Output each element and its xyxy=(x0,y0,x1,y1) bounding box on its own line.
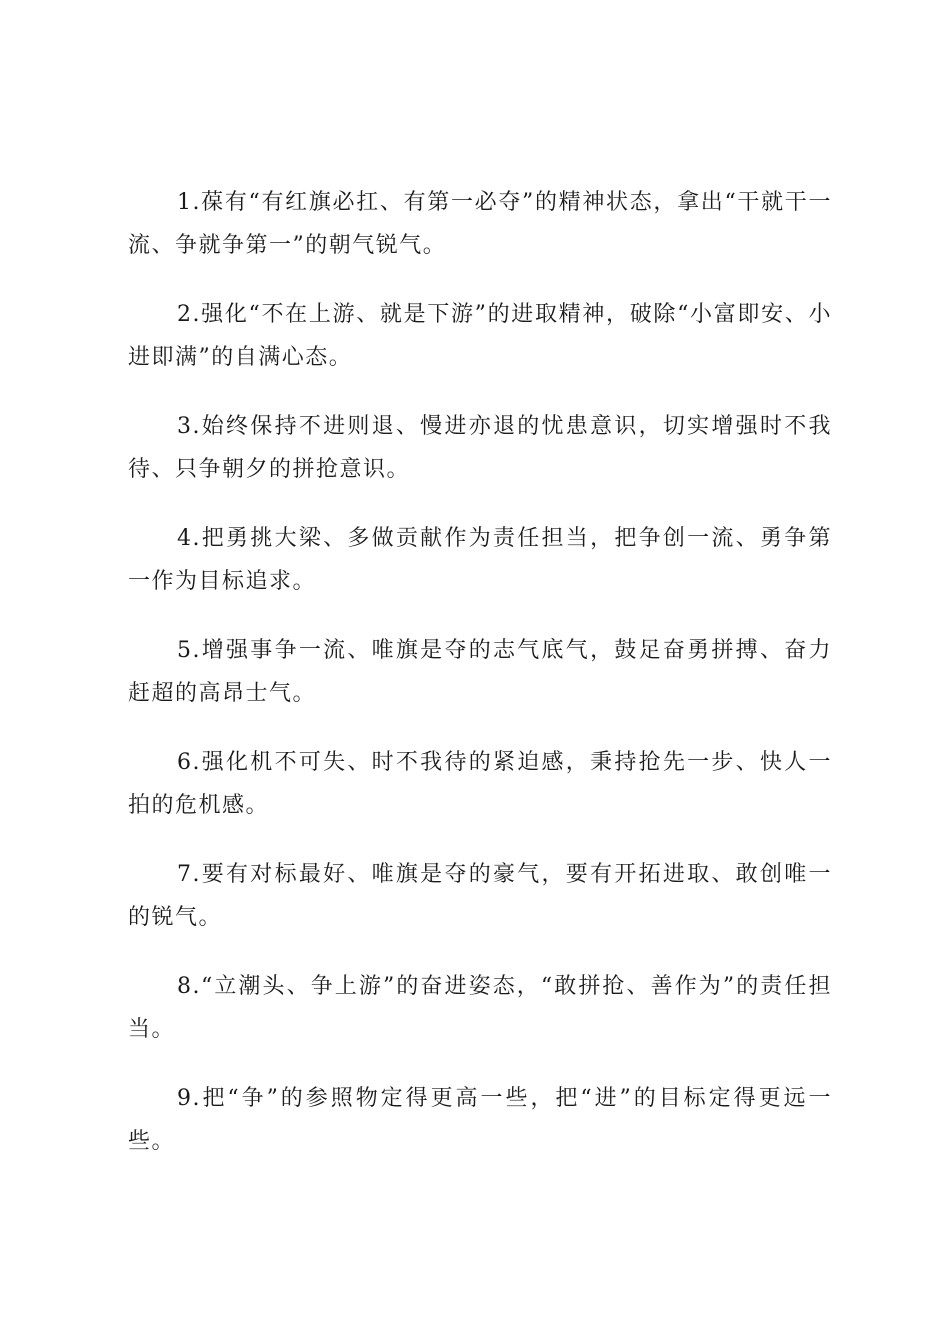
list-item-4: 4.把勇挑大梁、多做贡献作为责任担当，把争创一流、勇争第一作为目标追求。 xyxy=(128,526,832,594)
document-body xyxy=(128,181,832,1189)
list-item-9: 9.把“争”的参照物定得更高一些，把“进”的目标定得更远一些。 xyxy=(128,1086,832,1154)
list-item-1: 1.葆有“有红旗必扛、有第一必夺”的精神状态，拿出“干就干一流、争就争第一”的朝气锐气。 xyxy=(128,190,832,258)
list-item-7: 7.要有对标最好、唯旗是夺的豪气，要有开拓进取、敢创唯一的锐气。 xyxy=(128,862,832,930)
list-item-8: 8.“立潮头、争上游”的奋进姿态，“敢拼抢、善作为”的责任担当。 xyxy=(128,974,832,1042)
list-item-3: 3.始终保持不进则退、慢进亦退的忧患意识，切实增强时不我待、只争朝夕的拼抢意识。 xyxy=(128,414,832,482)
list-item-5: 5.增强事争一流、唯旗是夺的志气底气，鼓足奋勇拼搏、奋力赶超的高昂士气。 xyxy=(128,638,832,706)
list-item-6: 6.强化机不可失、时不我待的紧迫感，秉持抢先一步、快人一拍的危机感。 xyxy=(128,750,832,818)
list-item-2: 2.强化“不在上游、就是下游”的进取精神，破除“小富即安、小进即满”的自满心态。 xyxy=(128,302,832,370)
